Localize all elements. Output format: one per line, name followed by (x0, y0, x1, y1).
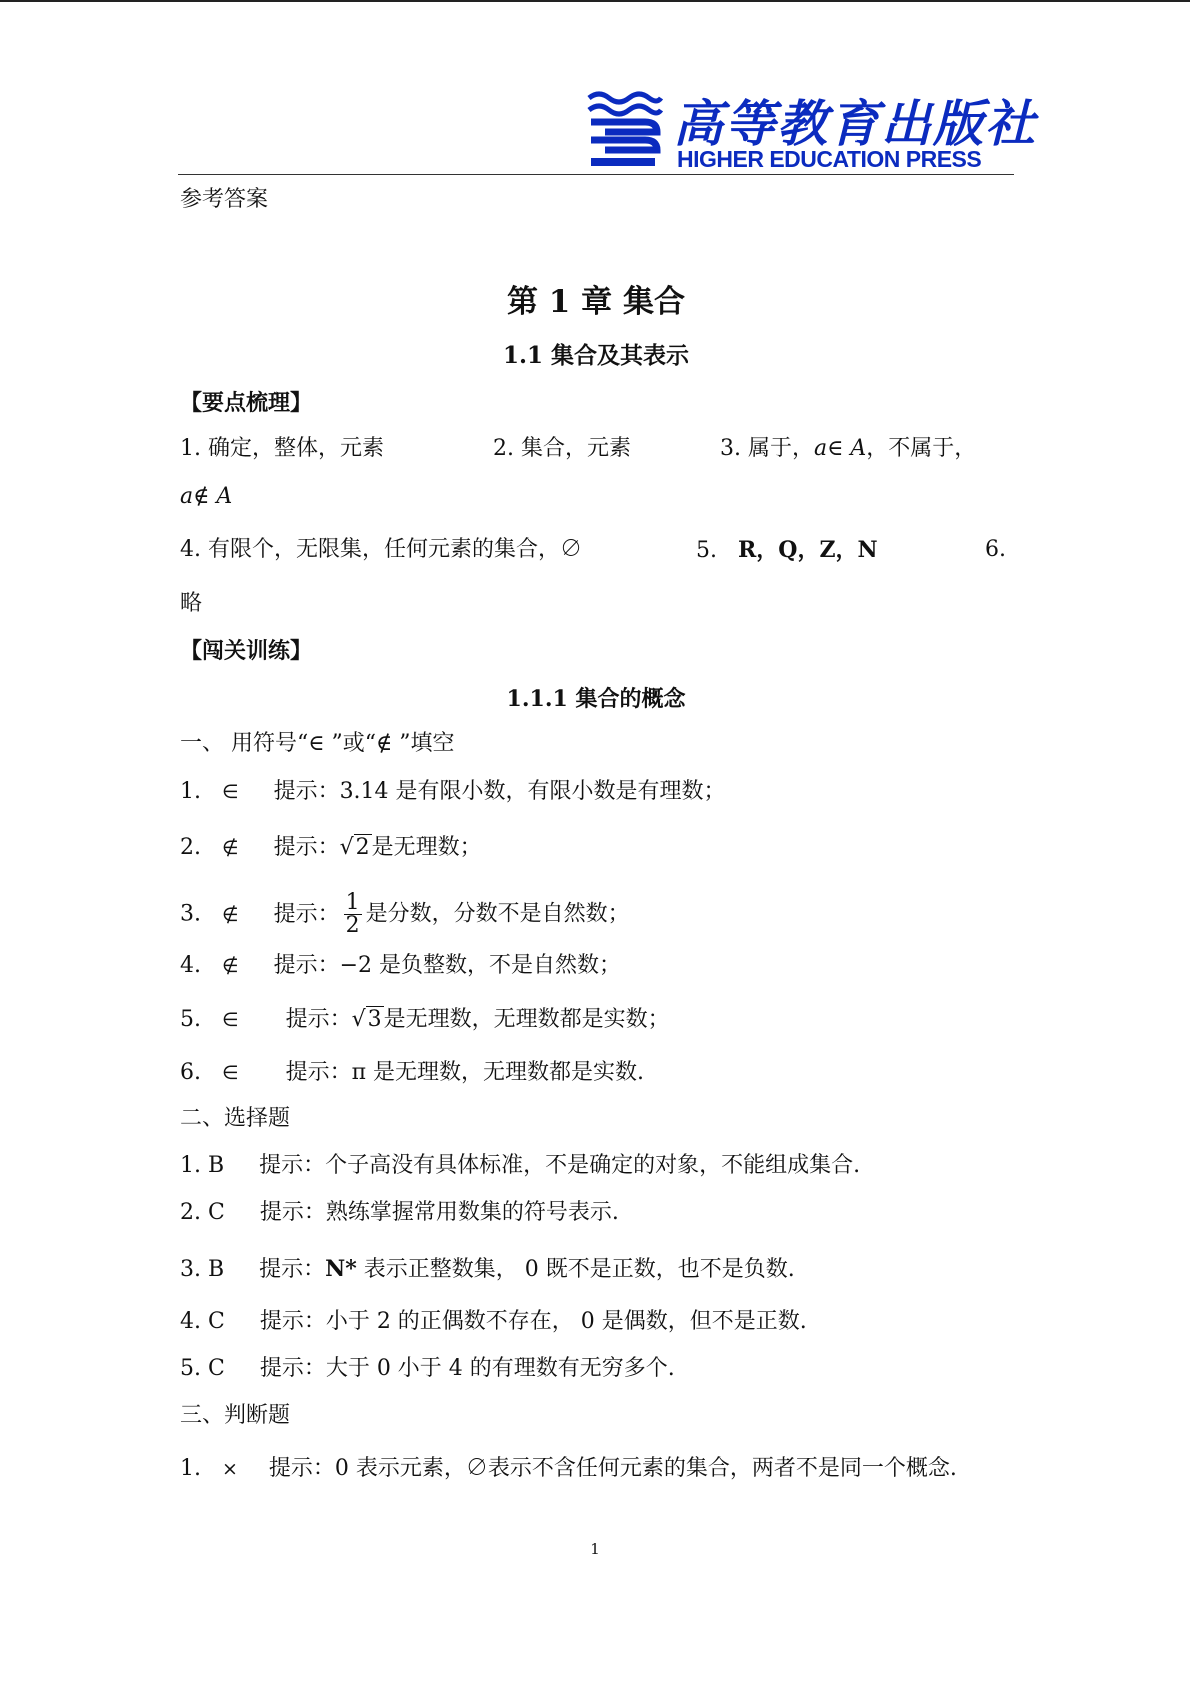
answer-hint: 提示：−2 是负整数，不是自然数； (273, 953, 621, 978)
publisher-name-en: HIGHER EDUCATION PRESS (677, 146, 982, 172)
answer-number: 1. B (180, 1153, 225, 1178)
publisher-logo-icon (585, 88, 665, 168)
fraction-numerator: 1 (345, 890, 360, 915)
answer-hint: 提示：π 是无理数，无理数都是实数. (285, 1060, 645, 1085)
answer-hint-prefix: 提示： (259, 1257, 326, 1282)
answer-hint: 提示：3.14 是有限小数，有限小数是有理数； (273, 779, 726, 804)
radical-sign: √ (339, 835, 354, 860)
publisher-logo (585, 88, 1037, 174)
radical-sign: √ (351, 1007, 366, 1032)
key-point-5-num: 5. (696, 538, 717, 563)
header-divider (178, 174, 1014, 175)
key-point-3-in: a∈ A (813, 436, 867, 461)
part1-answer-4 (180, 951, 621, 981)
radicand: 3 (367, 1007, 382, 1032)
section-title: 1.1 集合及其表示 (502, 342, 690, 369)
answer-hint: 提示：熟练掌握常用数集的符号表示. (259, 1200, 619, 1225)
part2-answer-3 (180, 1254, 795, 1285)
answer-number: 2. (180, 835, 201, 860)
part1-answer-5 (180, 1005, 670, 1035)
answer-number: 3. (180, 901, 201, 927)
key-point-2: 2. 集合，元素 (493, 436, 631, 461)
part2-title: 二、选择题 (180, 1106, 291, 1131)
answer-number: 5. (180, 1007, 201, 1032)
top-border (0, 0, 1190, 2)
page-number: 1 (590, 1540, 600, 1558)
publisher-name-cn: 高等教育出版社 (673, 94, 1037, 153)
chapter-title: 第 1 章 集合 (507, 284, 685, 320)
fraction-denominator: 2 (345, 913, 360, 938)
answer-number: 4. (180, 953, 201, 978)
answer-hint: 提示：个子高没有具体标准，不是确定的对象，不能组成集合. (259, 1153, 861, 1178)
answer-mark: ∉ (222, 903, 239, 926)
part3-answer-1 (180, 1454, 957, 1484)
part1-answer-2 (180, 833, 482, 863)
part2-answer-5 (180, 1354, 675, 1384)
answer-hint-prefix: 提示： (273, 901, 340, 927)
answer-number: 5. C (180, 1356, 225, 1381)
key-point-4: 4. 有限个，无限集，任何元素的集合，∅ (180, 537, 582, 562)
subsection-title: 1.1.1 集合的概念 (506, 686, 686, 712)
answer-number: 1. (180, 1456, 201, 1481)
fraction (344, 892, 362, 937)
answer-number: 4. C (180, 1309, 225, 1334)
answer-mark: ∉ (222, 955, 239, 977)
answer-hint-suffix: 是分数，分数不是自然数； (365, 901, 630, 927)
key-point-3 (720, 434, 976, 464)
answer-number: 3. B (180, 1257, 225, 1282)
answer-hint-suffix: 表示正整数集， 0 既不是正数，也不是负数. (356, 1257, 795, 1282)
part3-title: 三、判断题 (180, 1403, 291, 1428)
answer-mark: × (222, 1458, 238, 1480)
doc-label: 参考答案 (180, 187, 269, 212)
answer-number: 1. (180, 779, 201, 804)
part2-answer-1 (180, 1151, 860, 1181)
answer-mark: ∈ (222, 1009, 239, 1031)
answer-hint-prefix: 提示： (285, 1007, 352, 1032)
part1-title: 一、 用符号“∈ ”或“∉ ”填空 (180, 731, 455, 756)
answer-number: 6. (180, 1060, 201, 1085)
answer-mark: ∈ (222, 1062, 239, 1084)
part1-answer-1 (180, 777, 726, 807)
part1-answer-6 (180, 1058, 644, 1088)
answer-mark: ∈ (222, 781, 239, 803)
answer-hint: 提示：0 表示元素，∅表示不含任何元素的集合，两者不是同一个概念. (268, 1456, 957, 1481)
key-point-5 (696, 535, 878, 566)
radicand: 2 (355, 835, 370, 860)
key-point-1: 1. 确定，整体，元素 (180, 436, 384, 461)
sqrt-expression (340, 833, 372, 863)
key-point-3-notin: a∉ A (180, 484, 233, 509)
key-point-6-num: 6. (985, 537, 1006, 562)
part2-answer-2 (180, 1198, 619, 1228)
answer-number: 2. C (180, 1200, 225, 1225)
answer-hint-prefix: 提示： (273, 835, 340, 860)
key-point-3-text: 3. 属于， (720, 436, 814, 461)
training-heading: 【闯关训练】 (180, 638, 313, 664)
answer-hint: 提示：大于 0 小于 4 的有理数有无穷多个. (259, 1356, 675, 1381)
part2-answer-4 (180, 1307, 807, 1337)
key-point-5-sets: R，Q，Z，N (738, 537, 878, 563)
answer-hint-suffix: 是无理数，无理数都是实数； (383, 1007, 670, 1032)
answer-hint: 提示：小于 2 的正偶数不存在， 0 是偶数，但不是正数. (259, 1309, 807, 1334)
sqrt-expression (352, 1005, 384, 1035)
key-point-6-text: 略 (180, 591, 203, 616)
answer-mark: ∉ (222, 837, 239, 859)
key-points-heading: 【要点梳理】 (180, 390, 313, 416)
answer-hint-suffix: 是无理数； (371, 835, 482, 860)
key-point-3-tail: ，不属于， (866, 436, 977, 461)
part1-answer-3 (180, 892, 630, 937)
set-symbol: N* (325, 1256, 357, 1282)
